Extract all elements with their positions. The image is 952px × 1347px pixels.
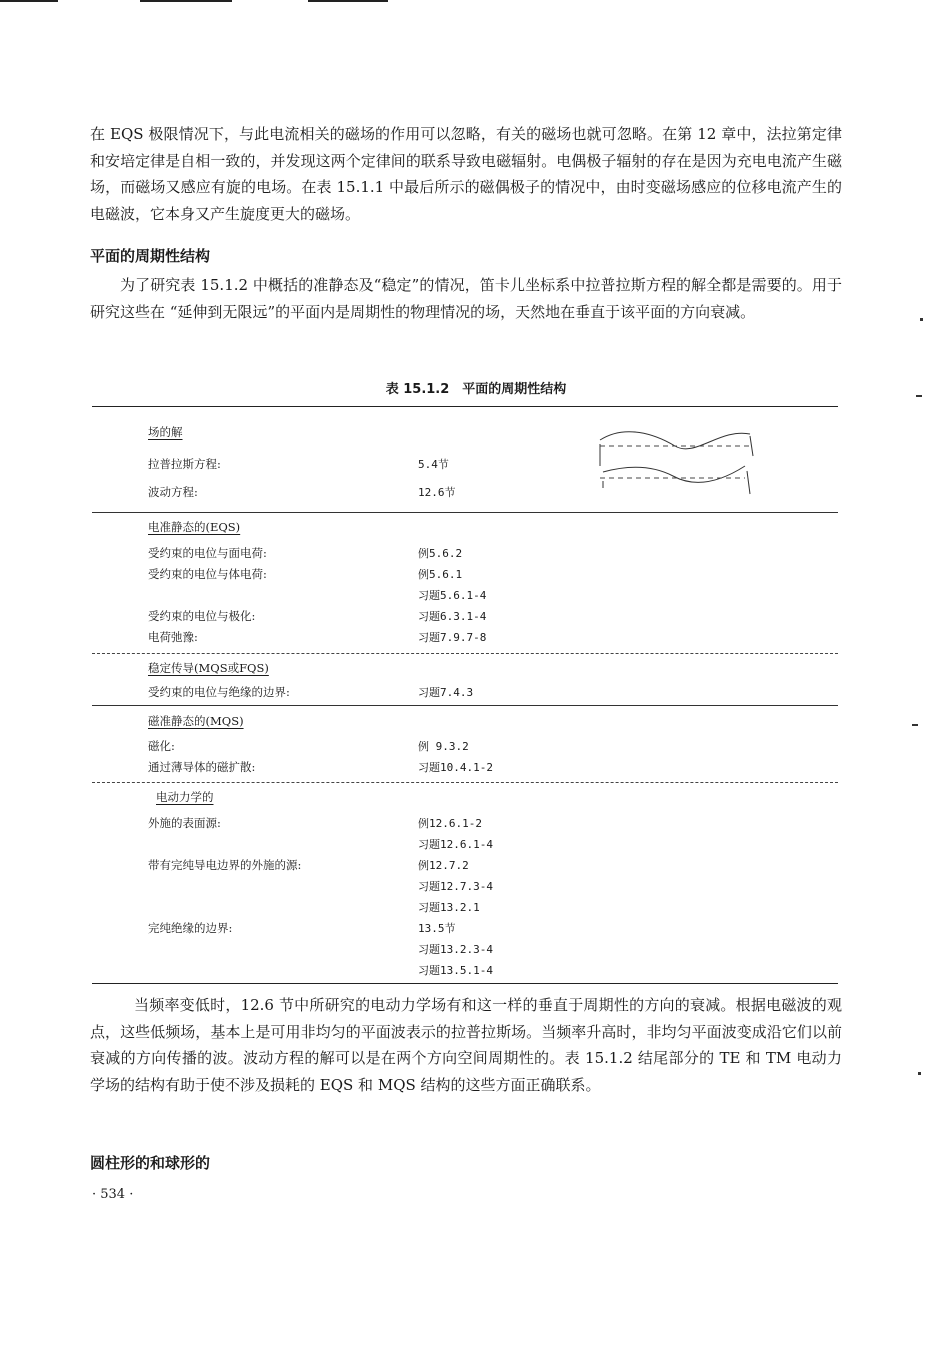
table-row-ref: 习题5.6.1-4 bbox=[418, 589, 487, 602]
table-row-ref: 习题10.4.1-2 bbox=[418, 761, 493, 774]
table-top-rule bbox=[92, 406, 838, 407]
section-heading-planar: 平面的周期性结构 bbox=[90, 247, 211, 265]
table-row-ref: 习题7.9.7-8 bbox=[418, 631, 487, 644]
section-heading-cylindrical: 圆柱形的和球形的 bbox=[90, 1154, 211, 1172]
margin-mark bbox=[912, 724, 918, 726]
table-section-eqs: 电准静态的(EQS) bbox=[148, 520, 241, 534]
table-row-ref: 习题12.7.3-4 bbox=[418, 880, 493, 893]
table-row-label: 受约束的电位与极化: bbox=[148, 609, 256, 623]
table-row-ref: 例12.6.1-2 bbox=[418, 817, 482, 830]
table-divider-1 bbox=[92, 512, 838, 513]
table-row-ref: 例 9.3.2 bbox=[418, 740, 469, 753]
header-rule-middle bbox=[140, 0, 232, 2]
table-row-label: 受约束的电位与面电荷: bbox=[148, 546, 267, 560]
table-row-label: 波动方程: bbox=[148, 485, 198, 499]
table-row-ref: 例5.6.2 bbox=[418, 547, 463, 560]
table-row-ref: 例12.7.2 bbox=[418, 859, 469, 872]
table-section-field-solutions: 场的解 bbox=[148, 425, 183, 439]
table-row-ref: 5.4节 bbox=[418, 458, 449, 471]
body-paragraph-3: 当频率变低时，12.6 节中所研究的电动力学场有和这一样的垂直于周期性的方向的衰减。根据电磁波的观点，这些低频场，基本上是可用非均匀的平面波表示的拉普拉斯场。当频率升高时，非均匀平面波变成沿它们以前衰减的方向传播的波。波动方程的解可以是在两个方向空间周期性的。表 15.1.2 结尾部分的 TE 和 TM 电动力学场的结构有助于使不涉及损耗的 EQS 和 MQS 结构的这些方面正确联系。 bbox=[90, 996, 842, 1094]
table-row-ref: 习题7.4.3 bbox=[418, 686, 474, 699]
table-row-ref: 12.6节 bbox=[418, 486, 456, 499]
periodic-wave-figure bbox=[595, 426, 760, 498]
table-row-ref: 习题12.6.1-4 bbox=[418, 838, 493, 851]
margin-mark bbox=[920, 318, 923, 321]
margin-mark bbox=[918, 1072, 921, 1075]
table-row-ref: 习题13.2.1 bbox=[418, 901, 480, 914]
table-row-ref: 习题6.3.1-4 bbox=[418, 610, 487, 623]
table-divider-2 bbox=[92, 653, 838, 654]
table-row-label: 受约束的电位与绝缘的边界: bbox=[148, 685, 290, 699]
table-row-label: 拉普拉斯方程: bbox=[148, 457, 221, 471]
table-divider-4 bbox=[92, 782, 838, 783]
table-row-label: 电荷弛豫: bbox=[148, 630, 198, 644]
table-row-ref: 习题13.2.3-4 bbox=[418, 943, 493, 956]
header-rule-right bbox=[308, 0, 388, 2]
table-row-label: 通过薄导体的磁扩散: bbox=[148, 760, 256, 774]
table-row-label: 完纯绝缘的边界: bbox=[148, 921, 233, 935]
table-row-label: 带有完纯导电边界的外施的源: bbox=[148, 858, 302, 872]
table-row-ref: 13.5节 bbox=[418, 922, 456, 935]
table-row-ref: 例5.6.1 bbox=[418, 568, 463, 581]
table-row-ref: 习题13.5.1-4 bbox=[418, 964, 493, 977]
header-rule-left bbox=[0, 0, 58, 2]
table-section-mqs: 磁准静态的(MQS) bbox=[148, 714, 244, 728]
body-paragraph-2: 为了研究表 15.1.2 中概括的准静态及“稳定”的情况，笛卡儿坐标系中拉普拉斯方程的解全都是需要的。用于研究这些在 “延伸到无限远”的平面内是周期性的物理情况的场，天然地在垂直于该平面的方向衰减。 bbox=[90, 276, 842, 321]
page-number: · 534 · bbox=[92, 1187, 134, 1202]
margin-mark bbox=[916, 395, 922, 397]
table-row-label: 外施的表面源: bbox=[148, 816, 221, 830]
table-section-electrodynamic: 电动力学的 bbox=[156, 790, 214, 804]
table-row-label: 磁化: bbox=[148, 739, 175, 753]
body-paragraph-1: 在 EQS 极限情况下，与此电流相关的磁场的作用可以忽略，有关的磁场也就可忽略。在第 12 章中，法拉第定律和安培定律是自相一致的，并发现这两个定律间的联系导致电磁辐射。电偶极子辐射的存在是因为充电电流产生磁场，而磁场又感应有旋的电场。在表 15.1.1 中最后所示的磁偶极子的情况中，由时变磁场感应的位移电流产生的电磁波，它本身又产生旋度更大的磁场。 bbox=[90, 125, 842, 223]
table-divider-3 bbox=[92, 705, 838, 706]
table-row-label: 受约束的电位与体电荷: bbox=[148, 567, 267, 581]
table-section-steady-conduction: 稳定传导(MQS或FQS) bbox=[148, 661, 269, 675]
table-bottom-rule bbox=[92, 983, 838, 984]
table-caption: 表 15.1.2 平面的周期性结构 bbox=[385, 382, 567, 397]
